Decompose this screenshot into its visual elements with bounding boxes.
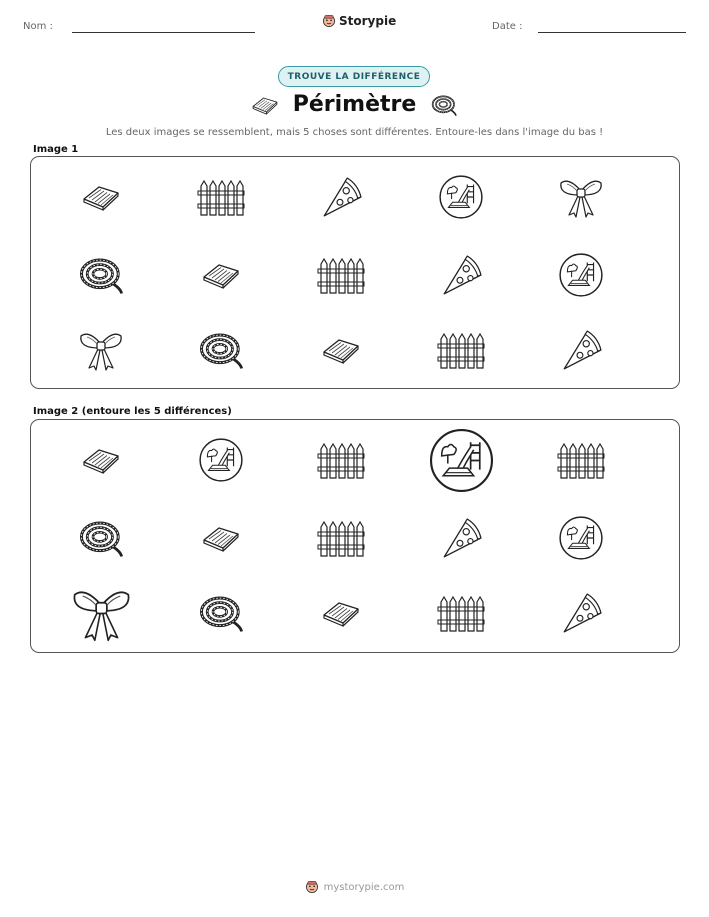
playground-icon[interactable] bbox=[546, 245, 616, 305]
footer-site[interactable]: mystorypie.com bbox=[323, 881, 405, 893]
brand bbox=[322, 14, 396, 28]
playground-icon[interactable] bbox=[426, 430, 496, 490]
tray-icon[interactable] bbox=[306, 320, 376, 380]
name-line bbox=[72, 32, 255, 33]
tray-icon[interactable] bbox=[66, 167, 136, 227]
fence-icon[interactable] bbox=[186, 167, 256, 227]
image2-label: Image 2 (entoure les 5 différences) bbox=[33, 406, 232, 417]
fence-icon[interactable] bbox=[306, 245, 376, 305]
tray-icon[interactable] bbox=[66, 430, 136, 490]
rope-coil-icon[interactable] bbox=[186, 320, 256, 380]
footer-logo-icon bbox=[305, 880, 319, 894]
rope-coil-icon[interactable] bbox=[66, 245, 136, 305]
rope-coil-icon[interactable] bbox=[66, 508, 136, 568]
playground-icon[interactable] bbox=[546, 508, 616, 568]
brand-name: Storypie bbox=[339, 14, 397, 28]
playground-icon[interactable] bbox=[186, 430, 256, 490]
fence-icon[interactable] bbox=[426, 583, 496, 643]
title-row bbox=[0, 92, 709, 117]
fence-icon[interactable] bbox=[306, 430, 376, 490]
image1-label: Image 1 bbox=[33, 144, 79, 155]
badge: TROUVE LA DIFFÉRENCE bbox=[278, 66, 430, 87]
date-line bbox=[538, 32, 686, 33]
tray-icon[interactable] bbox=[186, 245, 256, 305]
tray-icon[interactable] bbox=[186, 508, 256, 568]
tray-icon[interactable] bbox=[306, 583, 376, 643]
pizza-slice-icon[interactable] bbox=[426, 245, 496, 305]
fence-icon[interactable] bbox=[306, 508, 376, 568]
bow-icon[interactable] bbox=[66, 320, 136, 380]
bow-icon[interactable] bbox=[66, 583, 136, 643]
fence-icon[interactable] bbox=[546, 430, 616, 490]
playground-icon[interactable] bbox=[426, 167, 496, 227]
footer bbox=[0, 880, 709, 894]
pizza-slice-icon[interactable] bbox=[306, 167, 376, 227]
rope-coil-icon[interactable] bbox=[186, 583, 256, 643]
page-title: Périmètre bbox=[292, 92, 417, 117]
fence-icon[interactable] bbox=[426, 320, 496, 380]
pizza-slice-icon[interactable] bbox=[546, 583, 616, 643]
bow-icon[interactable] bbox=[546, 167, 616, 227]
date-label: Date : bbox=[492, 21, 523, 32]
storypie-logo-icon bbox=[322, 14, 336, 28]
image2-panel[interactable] bbox=[30, 419, 680, 653]
instructions: Les deux images se ressemblent, mais 5 choses sont différentes. Entoure-les dans l'image du bas ! bbox=[105, 127, 604, 138]
title-rope-icon bbox=[430, 93, 458, 117]
name-label: Nom : bbox=[23, 21, 53, 32]
image1-panel[interactable] bbox=[30, 156, 680, 389]
pizza-slice-icon[interactable] bbox=[546, 320, 616, 380]
pizza-slice-icon[interactable] bbox=[426, 508, 496, 568]
title-tray-icon bbox=[251, 95, 279, 115]
